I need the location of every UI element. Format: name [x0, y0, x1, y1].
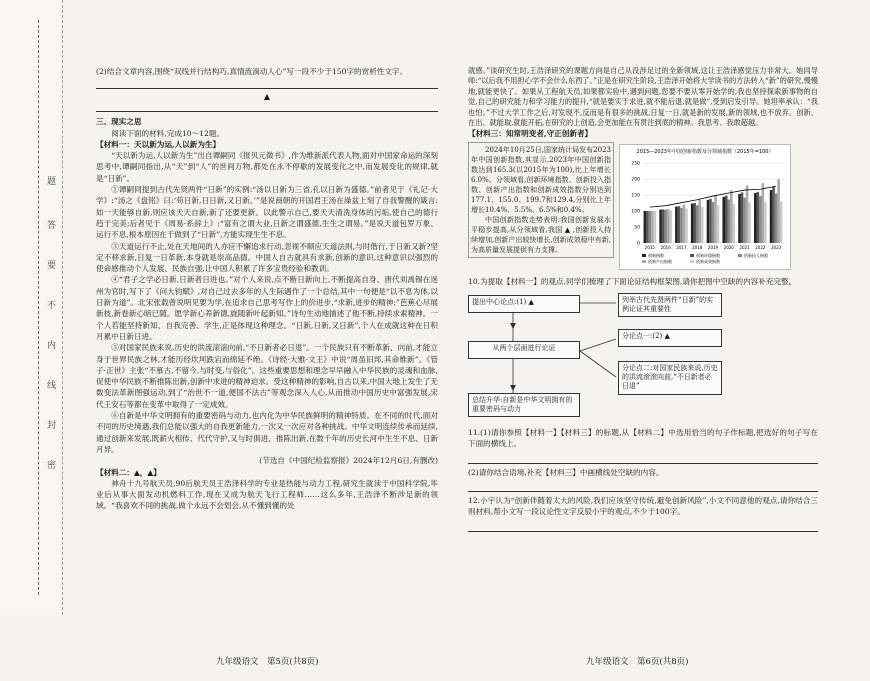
x-tick-label: 2020 [723, 244, 734, 250]
bar [662, 209, 665, 243]
bar [709, 199, 712, 243]
material-3-para: 中国创新指数走势表明:我国创新发展水平稳步提高,从分领域看,我国 ▲ ,创新投入持续增加,创新产出较快增长,创新成效稳中有新,为高质量发展提供有力支撑。 [471, 215, 611, 254]
answer-line[interactable] [468, 453, 818, 464]
bar [743, 197, 746, 242]
bar [644, 211, 647, 243]
bar [772, 186, 775, 243]
x-tick-label: 2015 [644, 244, 655, 250]
y-tick-label: 150 [631, 193, 640, 199]
legend-swatch [690, 260, 694, 263]
material-3-block [468, 140, 818, 272]
binding-label: 封 [45, 420, 55, 429]
legend-swatch [642, 254, 646, 257]
bar [654, 211, 657, 243]
chart-svg [620, 145, 790, 269]
page-5 [96, 0, 438, 681]
section-heading: 三、现实之思 [96, 117, 142, 127]
material-1-para: ①谭嗣同提到古代先贤两件“日新”的实例:“汤以日新为三省,孔以日新为盛德。”前者见于《礼记·大学》:“汤之《盘铭》曰:‘苟日新,日日新,又日新。’”是说商朝的开国君王汤在澡盆上刻了自我警醒的箴言:如一天能够自新,则应该天天自新,新了还要更新。以此警示自己,要天天清洗身体的污垢,使自己的德行趋于完美;后者见于《周易·系辞上》:“富有之谓大业,日新之谓盛德,生生之谓易。”是说天道包罗万象、运行不息,根本原因在于做到了“日新”,方能实现生生不息。 [96, 185, 438, 240]
material-3-para: 2024年10月25日,国家统计局发布2023年中国创新指数,其显示,2023年中国创新指数达到165.3(以2015年为100),比上年增长6.0%。分领域看,创新环境指数、创新投入指数、创新产出指数和创新成效指数分别达到177.1、155.0、199.7和129.4,分别比上年增长10.4%、5.5%、6.5%和0.4%。 [471, 145, 611, 214]
legend-label: 创新产出指数 [648, 258, 672, 264]
answer-line[interactable] [96, 102, 438, 112]
material-1-para: ⑥自新是中华文明拥有的重要密码与动力,也内化为中华民族鲜明的精神特质。在不同的时代,面对不同的历史境遇,我们总能以强大的自我更新能力,一次又一次应对各种挑战。中华文明连续传承而延续,通过创新来发展,既薪火相传、代代守护,又与时俱进、推陈出新,在数千年的历史长河中生生不息、日新月异。 [96, 411, 438, 454]
map-subpoint-2: 分论点二:对国家民族来说,历史的洪流滚滚向前,“不日新者必日退” [618, 361, 722, 395]
y-tick-label: 100 [631, 209, 640, 215]
question-12: 12.小宇认为“创新伴随着太大的风险,我们应该坚守传统,避免创新风险”,小文不同意他的观点,请你结合三则材料,帮小文写一段议论性文字反驳小宇的观点,不少于100字。 [468, 495, 818, 517]
question-11-2: (2)请你结合语境,补充【材料三】中画横线处空缺的内容。 [468, 467, 664, 477]
answer-line[interactable] [468, 521, 818, 532]
bar [714, 195, 717, 243]
map-subpoint-1[interactable]: 分论点一:(2) ▲ [618, 329, 722, 347]
bar [678, 206, 681, 243]
bar [764, 201, 767, 242]
answer-line[interactable] [96, 79, 438, 89]
x-tick-label: 2023 [771, 244, 782, 250]
bar [741, 192, 744, 243]
bar [646, 211, 649, 243]
bar [649, 211, 652, 243]
bar [651, 211, 654, 243]
y-tick-label: 0 [637, 241, 640, 247]
bar [701, 207, 704, 243]
binding-label: 题 [45, 176, 55, 185]
bar [683, 204, 686, 242]
page-6 [468, 0, 818, 681]
x-tick-label: 2018 [692, 244, 703, 250]
reading-intro: 阅读下面的材料,完成10～12题。 [111, 128, 225, 138]
map-summary: 总结升华:自新是中华文明拥有的重要密码与动力 [468, 393, 580, 417]
material-1-para: ④“君子之学必日新,日新者日进也。”对个人来说,点不断日新向上,不断提高自身、唐代刘禹锡在迷州为官时,写下了《问大钧赋》,对自己过去多年的人生际遇作了一个总结,其中一句便是“以不息为体,以日新为道”。北宋张载曾说明见要为学,在追求自己思考写作上的价进步,“求新,进步的精神;”芭蕉心尽展新枝,新卷新心暗已随。愿学新心养新德,旋随新叶起新知。”诗句生动地描述了他不断,持续求索精神。一个人若能坚持新知、自我完善、学生,正是体现这种理念。“日新,日新,又日新”,个人在成就这种在日积月累中日新日进。 [96, 275, 438, 341]
bar [693, 203, 696, 243]
bar [746, 185, 749, 243]
binding-label: 密 [45, 460, 55, 469]
bar [733, 204, 736, 243]
binding-label: 内 [45, 340, 55, 349]
material-3-textbox [468, 142, 614, 258]
legend-label: 创新指数 [648, 252, 664, 258]
bar [754, 193, 757, 243]
answer-line[interactable] [468, 481, 818, 492]
bar [777, 179, 780, 243]
binding-margin [0, 0, 63, 615]
bar [748, 202, 751, 243]
question-10: 10.为提取【材料一】的观点,同学们梳理了下面论证结构框架图,请你把图中空缺的内容补充完整。 [468, 276, 797, 286]
bar [664, 209, 667, 242]
map-examples: 列举古代先贤两件“日新”的实例论证其重要性 [618, 293, 722, 317]
source-citation: (节选自《中国纪检监察报》2024年12月6日,有删改) [259, 456, 438, 466]
bar [757, 192, 760, 243]
page-footer: 九年级语文 第6页(共8页) [586, 657, 689, 667]
question-9-2: (2)结合文章内容,围绕“双线并行结构巧,真情流淌动人心”写一段不少于150字的赏析性文字。 [96, 67, 408, 76]
x-tick-label: 2019 [707, 244, 719, 250]
page-footer: 九年级语文 第5页(共8页) [216, 657, 319, 667]
bar [762, 183, 765, 243]
map-central-thesis[interactable]: 提出中心论点:(1) ▲ [468, 295, 580, 313]
legend-swatch [738, 254, 742, 257]
x-tick-label: 2022 [755, 244, 766, 250]
seal-line [38, 20, 39, 595]
bar [685, 208, 688, 243]
binding-label: 答 [45, 220, 55, 229]
legend-label: 创新成效指数 [696, 258, 720, 264]
bar [730, 190, 733, 243]
bar [675, 206, 678, 242]
legend-label: 创新投入指数 [744, 252, 768, 258]
x-tick-label: 2021 [739, 244, 750, 250]
bar [759, 196, 762, 243]
bar [659, 209, 662, 242]
blank-marker: ▲ [263, 92, 271, 102]
bar [698, 200, 701, 243]
material-1-title: 【材料一：天以新为运,人以新为生】 [96, 139, 221, 149]
x-tick-label: 2017 [676, 244, 687, 250]
legend-swatch [642, 260, 646, 263]
material-1-para: “天以新为运,人以新为生”出自谭嗣同《报贝元徵书》,作为维新派代表人物,面对中国家命运的深刻思考中,谭嗣同指出,从“天”到“人”的世间万物,都处在永不停歇的发展变化之中,而发展变化的规律,就是“日新”。 [96, 151, 438, 183]
bar [707, 200, 710, 243]
binding-label: 不 [45, 300, 55, 309]
bar [669, 210, 672, 243]
y-tick-label: 200 [631, 177, 640, 183]
question-11-1: 11.(1)请你参照【材料一】【材料三】的标题,从【材料二】中选用恰当的句子作标题,把选好的句子写在下面的横线上。 [468, 428, 818, 449]
bar [728, 199, 731, 243]
bar [696, 205, 699, 243]
bar [680, 208, 683, 243]
y-tick-label: 50 [634, 225, 640, 231]
material-2-para: 神舟十九号航天员,90后航天员王浩泽科学的专业是热能与动力工程,研究生就读于中国科学院,毕业后从事大面发动机燃料工作,现在又成为航天飞行工程师……这么多年,王浩泽不断涉足新的领域。“我喜欢不同的挑战,做个永远不会划会,从不懂到懂的处 [96, 478, 438, 511]
map-two-levels: 从两个层面进行论证 [468, 341, 580, 359]
bar [722, 197, 725, 243]
material-3-title: 【材料三：知常明变者,守正创新者】 [468, 129, 593, 139]
y-tick-label: 250 [631, 161, 640, 167]
bar [725, 195, 728, 242]
bar [667, 209, 670, 243]
x-tick-label: 2016 [660, 244, 671, 250]
bar [780, 201, 783, 242]
legend-label: 创新环境指数 [696, 252, 720, 258]
chart-title: 2015—2023年中国创新指数及分领域指数（2015年=100） [636, 148, 774, 155]
bar [738, 194, 741, 243]
binding-label: 线 [45, 380, 55, 389]
material-1-para: ⑤对国家民族来说,历史的洪流滚滚向前,“不日新者必日退”。一个民族只有不断革新、向前,才能立身于世界民族之林,才能历经坎坷跌宕而绵延不绝。《诗经·大雅·文王》中说“周虽旧邦,其命维新”。《管子·正世》主张“不慕古,不留今,与时变,与俗化”。这些重要思想和理念早早融入中华民族的灵魂和血脉,促使中华民族不断推陈出新,创新中求进的精神迫求。受这种精神的影响,自古以来,中国大地上发生了无数变法革新图强运动,到了“治世不一道,便国不法古”等观念深入人心,从而推动中国历史中富强发展,宋代王安石等都在变革中取得了一定成效。 [96, 343, 438, 409]
material-2-title: 【材料二：▲，▲】 [96, 467, 161, 477]
bar [712, 202, 715, 243]
bar [775, 193, 778, 243]
bar [770, 190, 773, 243]
material-1-para: ③天道运行不止,处在天地间的人亦应不懈追求行动,忽视不顺应天道法则,与时偕行,于日新又新?坚定不移求新,日复一日革新,本身就是崇高品德。中国人自古就具有求新,创新的意识,这种意识以强烈的使命感推动个人发展、民族自强,让中国人积累了许多宝贵经验和教训。 [96, 241, 438, 274]
binding-label: 要 [45, 260, 55, 269]
legend-swatch [690, 254, 694, 257]
argument-map [468, 291, 818, 421]
material-2-continued: 就感。”谈研究生时,王浩泽研究的课题方向是自己从没涉足过的全新领域,这让王浩泽感觉压力非常大。她同导师:“以后我不用担心学不会什么东西了。”正是在研究生阶段,王浩泽开始将大学读书的方法转入“新”的研究,慢慢地,就能更快了。如果从工程航天员,如果都实验中,遇到问题,您要不要从零开始学的,我也坚持探索新事物的自觉,自己的研究能力和学习能力的提升,“就是要实于求进,就不能后退,就是做”,受到启发引导。她坦率承认：“我也怕。”不过大学工作之后,对发现不,反而是有很多的挑战,日复一日,就是新的发展,新的领域,也不放弃。创新、在出、就能取,就能开拓,在研究的上创造,会更加能在有贯注到底的精神。我思考、我敢超越。 [468, 66, 819, 128]
bar [717, 205, 720, 243]
bar [691, 203, 694, 242]
innovation-index-chart [619, 144, 791, 270]
